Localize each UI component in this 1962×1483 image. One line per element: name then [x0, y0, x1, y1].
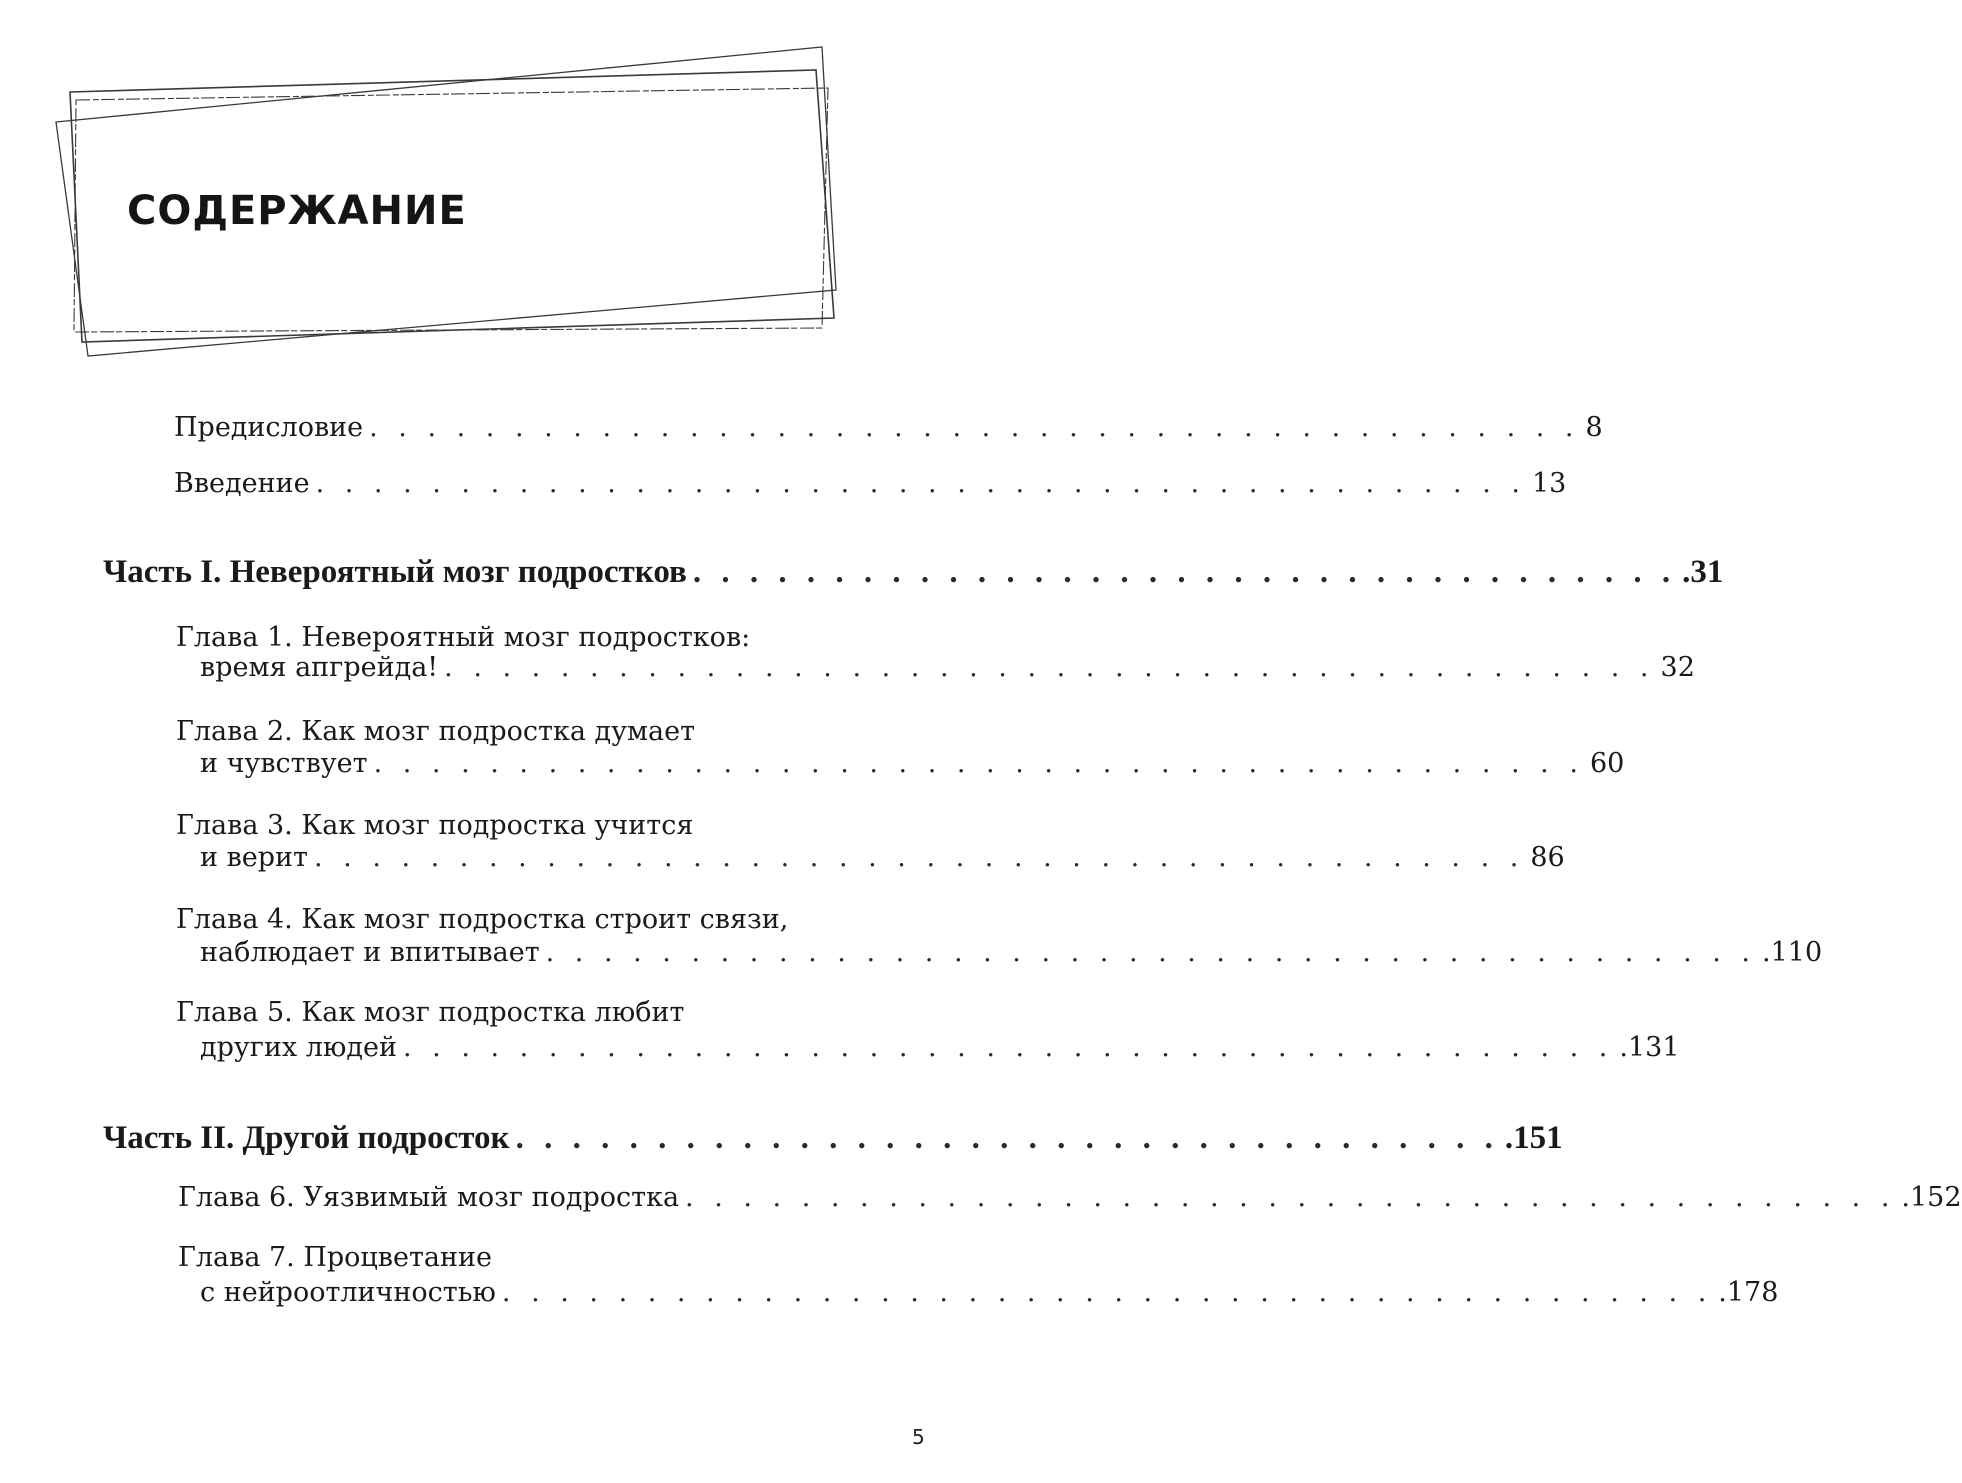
page-number: 5 — [912, 1425, 925, 1449]
page-title: СОДЕРЖАНИЕ — [127, 188, 467, 234]
toc-chapter-7[interactable] — [200, 1275, 1779, 1311]
toc-entry-label: Введение — [174, 468, 310, 499]
toc-entry-preface[interactable] — [174, 410, 1603, 446]
toc-entry-label: Глава 6. Уязвимый мозг подростка — [178, 1182, 680, 1213]
toc-page-number: .110 — [1762, 937, 1823, 968]
toc-part-label: Часть I. Невероятный мозг подростков — [103, 554, 687, 590]
toc-page-number: .131 — [1619, 1032, 1680, 1063]
dot-leader: . . . . . . . . . . . . . . . . . . . . . . . . . . . . . . . . . . . . . . . . . . — [545, 937, 1756, 968]
toc-entry-label: Предисловие — [174, 412, 364, 443]
toc-chapter-7-title-line: Глава 7. Процветание — [178, 1242, 492, 1273]
dot-leader: . . . . . . . . . . . . . . . . . . . . . . . . . . . . . . . . . . . . . . . . . . — [315, 468, 1526, 499]
toc-page-number: 8 — [1585, 412, 1603, 443]
toc-page-number: 32 — [1660, 652, 1695, 683]
toc-entry-label: и верит — [200, 842, 308, 873]
toc-entry-label: и чувствует — [200, 748, 368, 779]
toc-entry-label: время апгрейда! — [200, 652, 439, 683]
dot-leader: . . . . . . . . . . . . . . . . . . . . . . . . . . . . . . . . . . . . . . . . . . — [501, 1277, 1713, 1308]
dot-leader: . . . . . . . . . . . . . . . . . . . . . . . . . . . . . . . . . . . . . . . . . . — [369, 412, 1580, 443]
toc-page-number: .178 — [1718, 1277, 1779, 1308]
dot-leader: . . . . . . . . . . . . . . . . . . . . . . . . . . . . . . . . . . . — [692, 554, 1677, 590]
dot-leader: . . . . . . . . . . . . . . . . . . . . . . . . . . . . . . . . . . . — [515, 1120, 1499, 1156]
dot-leader: . . . . . . . . . . . . . . . . . . . . . . . . . . . . . . . . . . . . . . . . . . — [685, 1182, 1896, 1213]
toc-page-number: .152 — [1901, 1182, 1962, 1213]
toc-part-1[interactable] — [103, 554, 1724, 590]
toc-page-number: .151 — [1504, 1120, 1563, 1156]
toc-chapter-3[interactable] — [200, 840, 1565, 876]
toc-chapter-3-title-line: Глава 3. Как мозг подростка учится — [176, 810, 694, 841]
toc-entry-label: других людей — [200, 1032, 398, 1063]
toc-chapter-6[interactable] — [178, 1180, 1962, 1216]
dot-leader: . . . . . . . . . . . . . . . . . . . . . . . . . . . . . . . . . . . . . . . . . . — [403, 1032, 1614, 1063]
toc-part-label: Часть II. Другой подросток — [103, 1120, 510, 1156]
dot-leader: . . . . . . . . . . . . . . . . . . . . . . . . . . . . . . . . . . . . . . . . . . — [313, 842, 1525, 873]
toc-chapter-4-title-line: Глава 4. Как мозг подростка строит связи, — [176, 904, 789, 935]
toc-entry-label: с нейроотличностью — [200, 1277, 496, 1308]
toc-entry-introduction[interactable] — [174, 466, 1567, 502]
toc-chapter-5[interactable] — [200, 1030, 1680, 1066]
toc-chapter-4[interactable] — [200, 935, 1823, 971]
dot-leader: . . . . . . . . . . . . . . . . . . . . . . . . . . . . . . . . . . . . . . . . . . — [444, 652, 1655, 683]
toc-chapter-2[interactable] — [200, 746, 1625, 782]
toc-page-number: 86 — [1530, 842, 1565, 873]
dot-leader: . . . . . . . . . . . . . . . . . . . . . . . . . . . . . . . . . . . . . . . . . . — [373, 748, 1584, 779]
toc-chapter-5-title-line: Глава 5. Как мозг подростка любит — [176, 997, 685, 1028]
toc-entry-label: наблюдает и впитывает — [200, 937, 540, 968]
toc-page-number: 60 — [1589, 748, 1625, 779]
toc-chapter-1-title-line: Глава 1. Невероятный мозг подростков: — [176, 622, 751, 653]
toc-part-2[interactable] — [103, 1120, 1563, 1156]
toc-chapter-2-title-line: Глава 2. Как мозг подростка думает — [176, 716, 696, 747]
toc-page-number: 13 — [1531, 468, 1567, 499]
toc-page-number: .31 — [1682, 554, 1724, 590]
toc-chapter-1[interactable] — [200, 650, 1695, 686]
